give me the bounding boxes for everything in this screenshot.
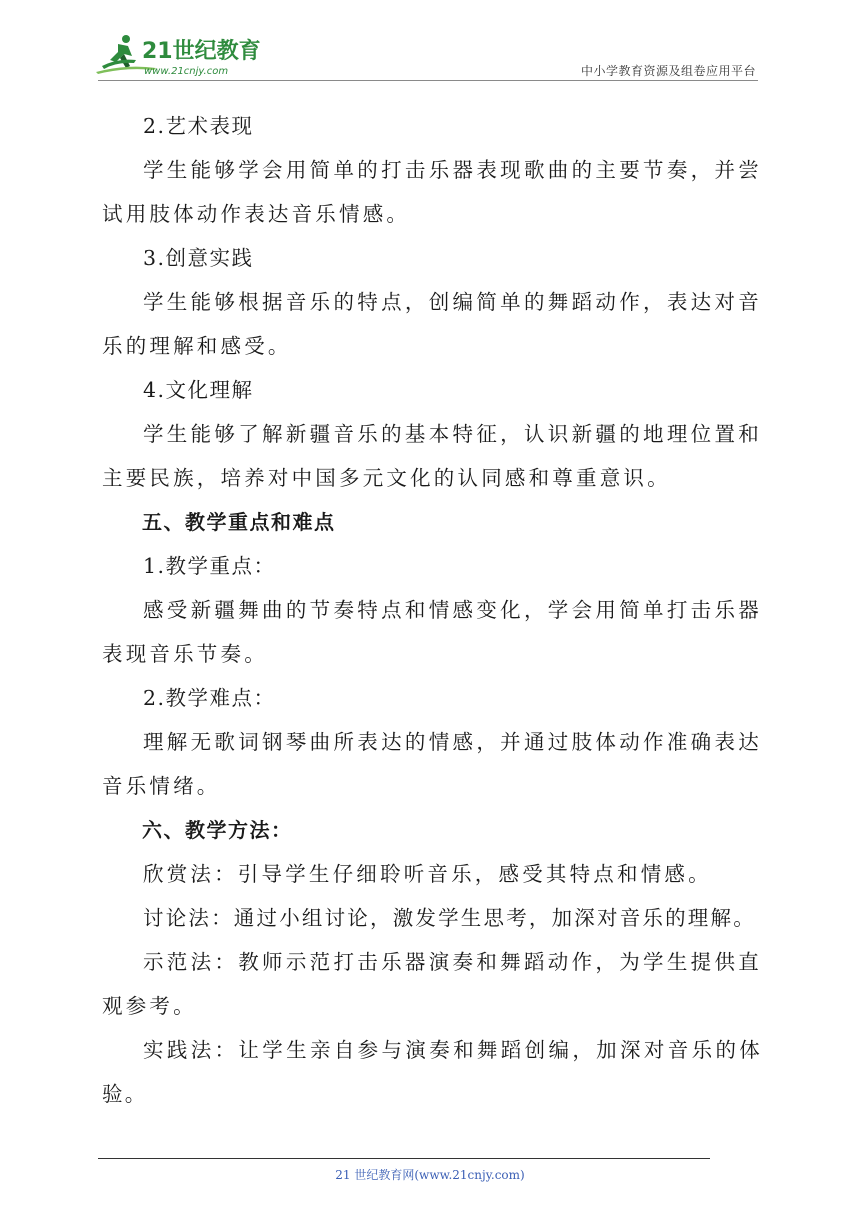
paragraph: 感受新疆舞曲的节奏特点和情感变化，学会用简单打击乐器表现音乐节奏。	[102, 598, 762, 666]
subheading: 2.教学难点：	[143, 686, 276, 710]
subheading: 4.文化理解	[143, 378, 254, 402]
logo-url: www.21cnjy.com	[144, 66, 229, 77]
runner-logo-icon	[96, 32, 266, 80]
page-header	[0, 0, 860, 90]
subheading: 2.艺术表现	[143, 114, 254, 138]
site-logo[interactable]	[96, 32, 266, 80]
paragraph: 讨论法：通过小组讨论，激发学生思考，加深对音乐的理解。	[143, 906, 756, 930]
footer-link[interactable]: 21 世纪教育网(www.21cnjy.com)	[335, 1168, 525, 1182]
paragraph: 示范法：教师示范打击乐器演奏和舞蹈动作，为学生提供直观参考。	[102, 950, 762, 1018]
subheading: 1.教学重点：	[143, 554, 276, 578]
footer-divider	[98, 1158, 710, 1159]
paragraph: 学生能够学会用简单的打击乐器表现歌曲的主要节奏，并尝试用肢体动作表达音乐情感。	[102, 158, 762, 226]
logo-text: 21世纪教育	[142, 39, 261, 64]
document-body	[102, 104, 762, 1116]
header-platform-text: 中小学教育资源及组卷应用平台	[580, 64, 756, 78]
paragraph: 理解无歌词钢琴曲所表达的情感，并通过肢体动作准确表达音乐情绪。	[102, 730, 762, 798]
paragraph: 学生能够根据音乐的特点，创编简单的舞蹈动作，表达对音乐的理解和感受。	[102, 290, 762, 358]
header-divider	[98, 80, 758, 81]
paragraph: 学生能够了解新疆音乐的基本特征，认识新疆的地理位置和主要民族，培养对中国多元文化的认同感和尊重意识。	[102, 422, 762, 490]
paragraph: 欣赏法：引导学生仔细聆听音乐，感受其特点和情感。	[143, 862, 712, 886]
paragraph: 实践法：让学生亲自参与演奏和舞蹈创编，加深对音乐的体验。	[102, 1038, 762, 1106]
subheading: 3.创意实践	[143, 246, 254, 270]
section-heading: 六、教学方法：	[142, 818, 293, 842]
section-heading: 五、教学重点和难点	[142, 510, 336, 534]
